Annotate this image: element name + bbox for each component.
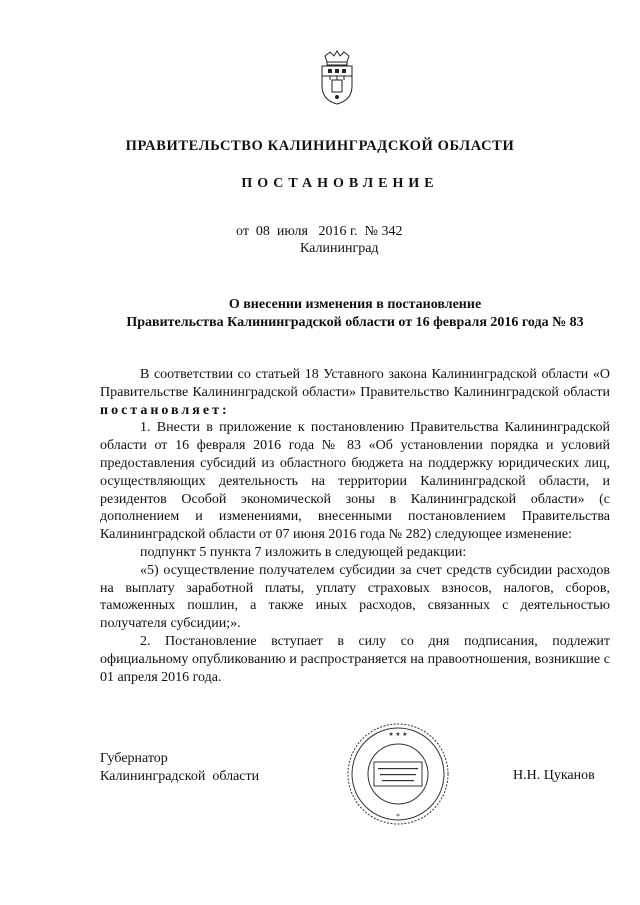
paragraph-quote: «5) осуществление получателем субсидии за счет средств субсидии расходов на выплату заработной платы, уплату страховых взносов, налогов, сборов, таможенных пошлин, а также иных расходов, связанных с деятельностью получателя субсидии;». <box>100 562 610 632</box>
document-type: ПОСТАНОВЛЕНИЕ <box>241 176 439 191</box>
date-and-number: от 08 июля 2016 г. № 342 <box>236 224 403 239</box>
paragraph-subitem: подпункт 5 пункта 7 изложить в следующей редакции: <box>140 544 467 560</box>
subject-line-1: О внесении изменения в постановление <box>228 297 482 312</box>
svg-text:*: * <box>396 812 400 821</box>
signatory-title <box>100 750 259 786</box>
signatory-title-line-1: Губернатор <box>100 751 168 766</box>
government-name: ПРАВИТЕЛЬСТВО КАЛИНИНГРАДСКОЙ ОБЛАСТИ <box>125 138 515 154</box>
svg-text:★ ★ ★: ★ ★ ★ <box>388 732 408 738</box>
paragraph-preamble <box>100 366 610 419</box>
coat-of-arms-emblem <box>316 50 358 106</box>
document-body <box>100 366 610 686</box>
official-seal-stamp <box>346 722 450 826</box>
preamble-text: В соответствии со статьей 18 Уставного закона Калининградской области «О Правительстве Калининградской области» Правительство Калининградской области <box>100 367 610 400</box>
paragraph-item-1: 1. Внести в приложение к постановлению Правительства Калининградской области от 16 февраля 2016 года № 83 «Об установлении порядка и условий предоставления субсидий из областного бюджета на поддержку юридических лиц, осуществляющих деятельность на территории Калининградской области, и резидентов Особой экономической зоны в Калининградской области» (с дополнением и изменениями, внесенными постановлением Правительства Калининградской области от 07 июня 2016 года № 282) следующее изменение: <box>100 420 610 543</box>
signatory-title-line-2: Калининградской области <box>100 769 260 784</box>
document-subject <box>0 296 640 332</box>
paragraph-item-2: 2. Постановление вступает в силу со дня подписания, подлежит официальному опубликованию и распространяется на правоотношения, возникшие с 01 апреля 2016 года. <box>100 633 610 685</box>
subject-line-2: Правительства Калининградской области от 16 февраля 2016 года № 83 <box>126 315 584 330</box>
city-name: Калининград <box>300 241 379 256</box>
resolves-word: постановляет: <box>100 402 230 418</box>
signatory-name: Н.Н. Цуканов <box>513 768 595 783</box>
